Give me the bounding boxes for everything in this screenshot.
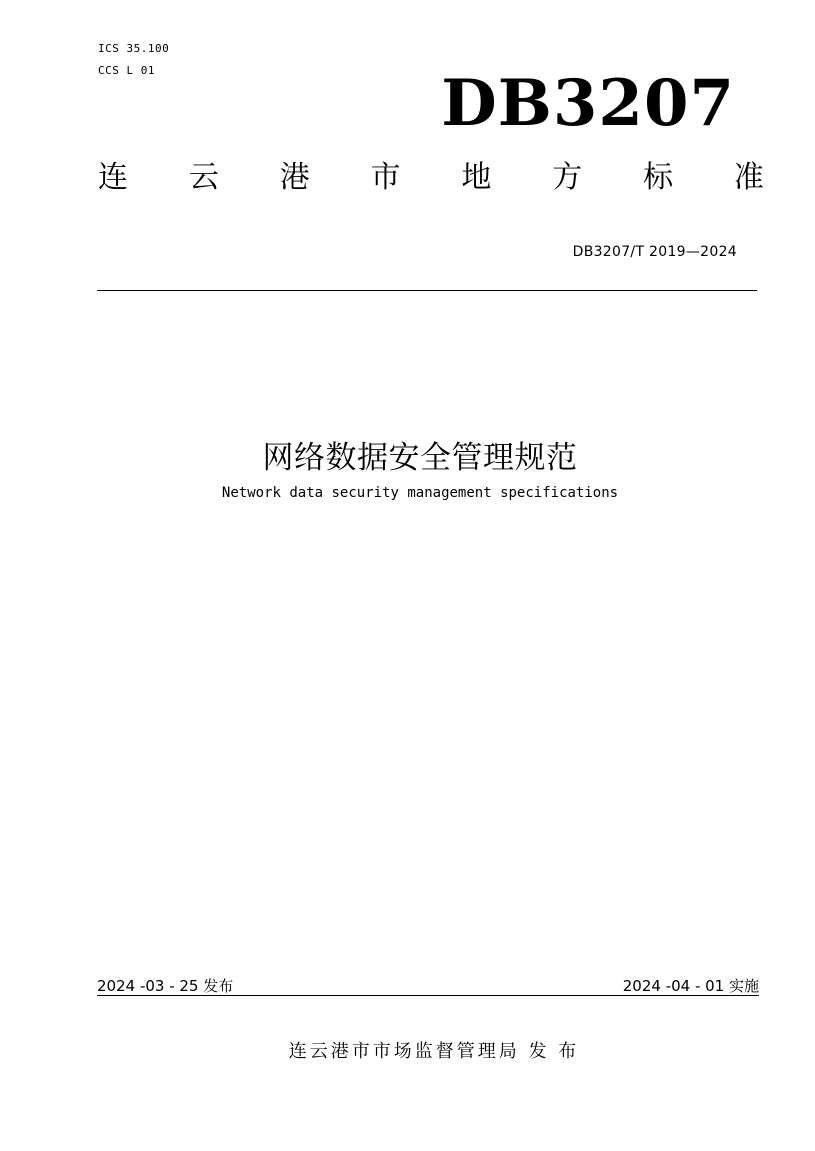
standard-type-heading [98, 158, 764, 198]
implementation-date: 2024 -04 - 01 实施 [622, 977, 759, 995]
publisher: 连云港市市场监督管理局 发 布 [288, 1041, 580, 1062]
standard-type-char: 港 [279, 160, 310, 195]
standard-type-char: 标 [643, 160, 674, 195]
standard-type-char: 市 [370, 160, 401, 195]
document-title-cn: 网络数据安全管理规范 [262, 440, 578, 476]
ccs-code: CCS L 01 [98, 64, 155, 77]
standard-type-char: 地 [461, 160, 492, 195]
top-divider [97, 290, 757, 291]
standard-type-char: 云 [188, 160, 219, 195]
standard-type-char: 连 [98, 160, 128, 195]
standard-number: DB3207/T 2019—2024 [572, 244, 737, 260]
bottom-divider [97, 995, 759, 996]
standard-type-char: 准 [733, 160, 764, 195]
issue-date: 2024 -03 - 25 发布 [97, 977, 234, 995]
document-title-en: Network data security management specifications [221, 485, 619, 501]
ics-code: ICS 35.100 [98, 42, 170, 55]
standard-code-large: DB3207 [441, 66, 735, 141]
standard-type-char: 方 [552, 160, 583, 195]
